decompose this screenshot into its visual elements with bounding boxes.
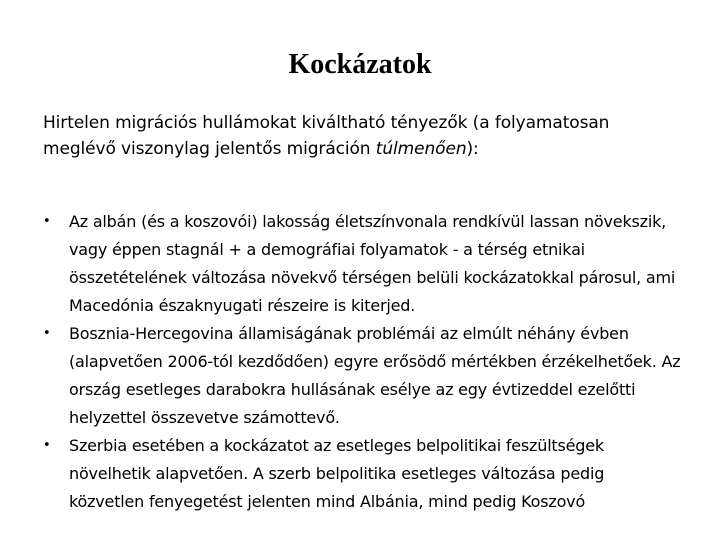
bullet-text: Bosznia-Hercegovina államiságának problémái az elmúlt néhány évben (alapvetően 2006-tól kezdődően) egyre erősödő mértékben érzékelhetőek. Az ország esetleges darabokra hullásának esélye az egy évtizeddel ezelőtti helyzettel összevetve számottevő. (69, 324, 681, 427)
intro-paragraph (43, 110, 683, 162)
intro-text-end: ): (466, 139, 479, 159)
bullet-text: Az albán (és a koszovói) lakosság életszínvonala rendkívül lassan növekszik, vagy éppen stagnál + a demográfiai folyamatok - a térség etnikai összetételének változása növekvő térségen belüli kockázatokkal párosul, ami Macedónia északnyugati részeire is kiterjed. (69, 212, 676, 315)
intro-text: Hirtelen migrációs hullámokat kiváltható tényezők (a folyamatosan meglévő viszonylag jelentős migráción (43, 113, 610, 159)
bullet-list (43, 208, 683, 516)
intro-italic-text: túlmenően (375, 139, 467, 159)
bullet-text: Szerbia esetében a kockázatot az esetleges belpolitikai feszültségek növelhetik alapvetően. A szerb belpolitika esetleges változása pedig közvetlen fenyegetést jelenten mind Albánia, mind pedig Koszovó (69, 436, 605, 511)
bullet-marker: • (43, 438, 51, 453)
bullet-marker: • (43, 326, 51, 341)
bullet-item-2 (43, 320, 683, 432)
bullet-item-1 (43, 208, 683, 320)
bullet-marker: • (43, 214, 51, 229)
slide-title: Kockázatok (288, 49, 432, 80)
bullet-item-3 (43, 432, 683, 516)
